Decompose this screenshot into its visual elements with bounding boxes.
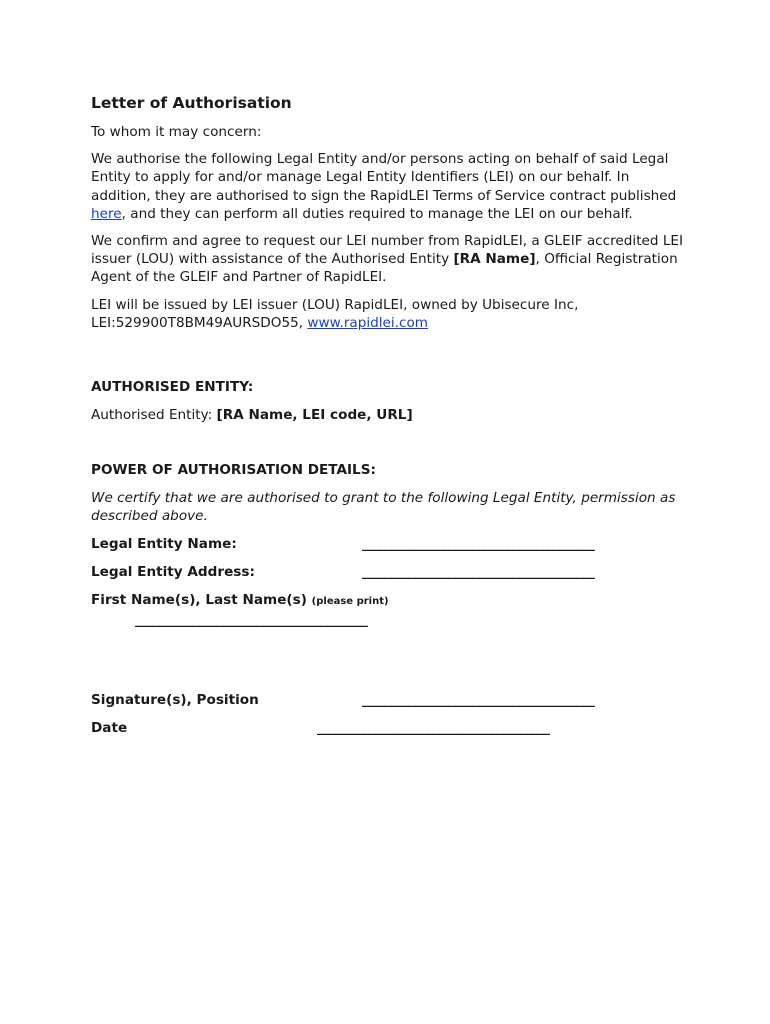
date-label: Date	[91, 719, 128, 736]
signature-row	[91, 691, 691, 719]
authorised-entity-line	[91, 406, 691, 424]
entity-address-label: Legal Entity Address:	[91, 563, 255, 580]
names-label-text: First Name(s), Last Name(s)	[91, 591, 312, 608]
power-of-authorisation-text: We certify that we are authorised to grant to the following Legal Entity, permission as described above.	[91, 490, 676, 525]
entity-name-blank[interactable]: ________________________________________	[362, 535, 594, 552]
para1-text-b: , and they can perform all duties required to manage the LEI on our behalf.	[121, 205, 633, 222]
para1-text-a: We authorise the following Legal Entity and/or persons acting on behalf of said Legal Entity to apply for and/or manage Legal Entity Identifiers (LEI) on our behalf. In addition, they are authorised to sign the RapidLEI Terms of Service contract published	[91, 151, 677, 204]
para2-text-a: We confirm and agree to request our LEI number from RapidLEI, a GLEIF accredited LEI issuer (LOU) with assistance of the Authorised Entity	[91, 233, 684, 268]
authorised-entity-value: [RA Name, LEI code, URL]	[216, 407, 413, 424]
terms-link[interactable]: here	[91, 205, 122, 222]
date-blank[interactable]: ________________________________________	[317, 719, 549, 736]
confirmation-paragraph	[91, 232, 691, 287]
entity-address-blank[interactable]: ________________________________________	[362, 563, 594, 580]
ra-name-placeholder: [RA Name]	[453, 251, 536, 268]
authorised-entity-heading: AUTHORISED ENTITY:	[91, 379, 254, 396]
entity-address-row	[91, 563, 691, 591]
please-print-note: (please print)	[311, 595, 389, 607]
entity-name-row	[91, 535, 691, 563]
issuer-paragraph	[91, 296, 691, 332]
power-of-authorisation-heading: POWER OF AUTHORISATION DETAILS:	[91, 462, 376, 479]
salutation: To whom it may concern:	[91, 124, 262, 140]
names-blank-row	[91, 611, 691, 691]
date-row	[91, 719, 691, 747]
authorised-entity-label: Authorised Entity:	[91, 407, 217, 424]
para3-text: LEI will be issued by LEI issuer (LOU) RapidLEI, owned by Ubisecure Inc, LEI:529900T8BM49AURSDO55,	[91, 296, 579, 331]
page-title: Letter of Authorisation	[91, 94, 292, 112]
names-row	[91, 591, 691, 611]
letter-page	[91, 92, 691, 747]
entity-name-label: Legal Entity Name:	[91, 535, 237, 552]
names-blank[interactable]: ________________________________________	[135, 611, 367, 628]
para2-text-b: , Official Registration Agent of the GLEIF and Partner of RapidLEI.	[91, 251, 678, 286]
authorisation-paragraph	[91, 150, 691, 223]
signature-blank[interactable]: ________________________________________	[362, 691, 594, 708]
rapidlei-link[interactable]: www.rapidlei.com	[307, 314, 429, 331]
names-label	[91, 591, 389, 611]
signature-label: Signature(s), Position	[91, 691, 259, 708]
